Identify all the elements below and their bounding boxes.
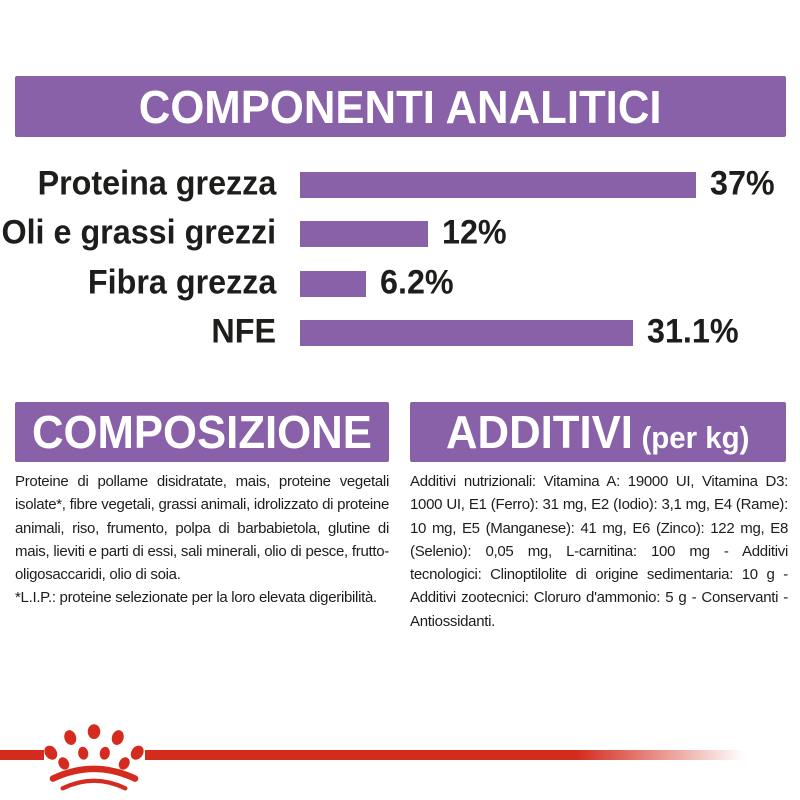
chart-bar [300,221,428,247]
additivi-banner [410,402,786,462]
composizione-body: Proteine di pollame disidratate, mais, proteine vegetali isolate*, fibre vegetali, grassi animali, idrolizzato di proteine animali, riso, frumento, polpa di barbabietola, glutine di mais, lieviti e parti di essi, sali minerali, olio di pesce, frutto-oligosaccaridi, olio di soia. [15,473,389,584]
analytic-bar-chart [0,164,800,352]
chart-category-label: NFE [211,312,276,351]
chart-category-label: Fibra grezza [87,263,276,302]
chart-row [0,312,800,351]
composizione-text [15,470,389,610]
chart-value-label: 31.1% [647,312,739,351]
chart-value-label: 6.2% [380,263,454,302]
chart-row [0,164,800,203]
brand-line-left [0,750,44,760]
chart-category-label: Proteina grezza [37,164,276,203]
composizione-banner [15,402,389,462]
chart-bar [300,271,366,297]
analytic-components-banner [15,76,786,137]
royal-canin-crown-logo-icon [40,719,148,795]
chart-row [0,263,800,302]
chart-bar [300,172,696,198]
chart-category-label: Oli e grassi grezzi [1,213,276,252]
additivi-title [446,405,749,459]
chart-row [0,213,800,252]
composizione-lip-note: *L.I.P.: proteine selezionate per la loro elevata digeribilità. [15,589,377,607]
composizione-title: COMPOSIZIONE [32,406,372,458]
chart-value-label: 37% [710,164,775,203]
chart-bar [300,320,633,346]
brand-line-right [145,750,745,760]
additivi-text [410,470,788,633]
chart-value-label: 12% [442,213,507,252]
page-title: COMPONENTI ANALITICI [139,80,662,133]
additivi-title-suffix: (per kg) [641,420,750,455]
additivi-title-main: ADDITIVI [446,406,634,458]
additivi-body: Additivi nutrizionali: Vitamina A: 19000 UI, Vitamina D3: 1000 UI, E1 (Ferro): 31 mg, E2 (Iodio): 3,1 mg, E4 (Rame): 10 mg, E5 (Manganese): 41 mg, E6 (Zinco): 122 mg, E8 (Selenio): 0,05 mg, L-carnitina: 100 mg - Additivi tecnologici: Clinoptilolite di origine sedimentaria: 10 g - Additivi zootecnici: Cloruro d'ammonio: 5 g - Conservanti - Antiossidanti. [410,473,788,630]
